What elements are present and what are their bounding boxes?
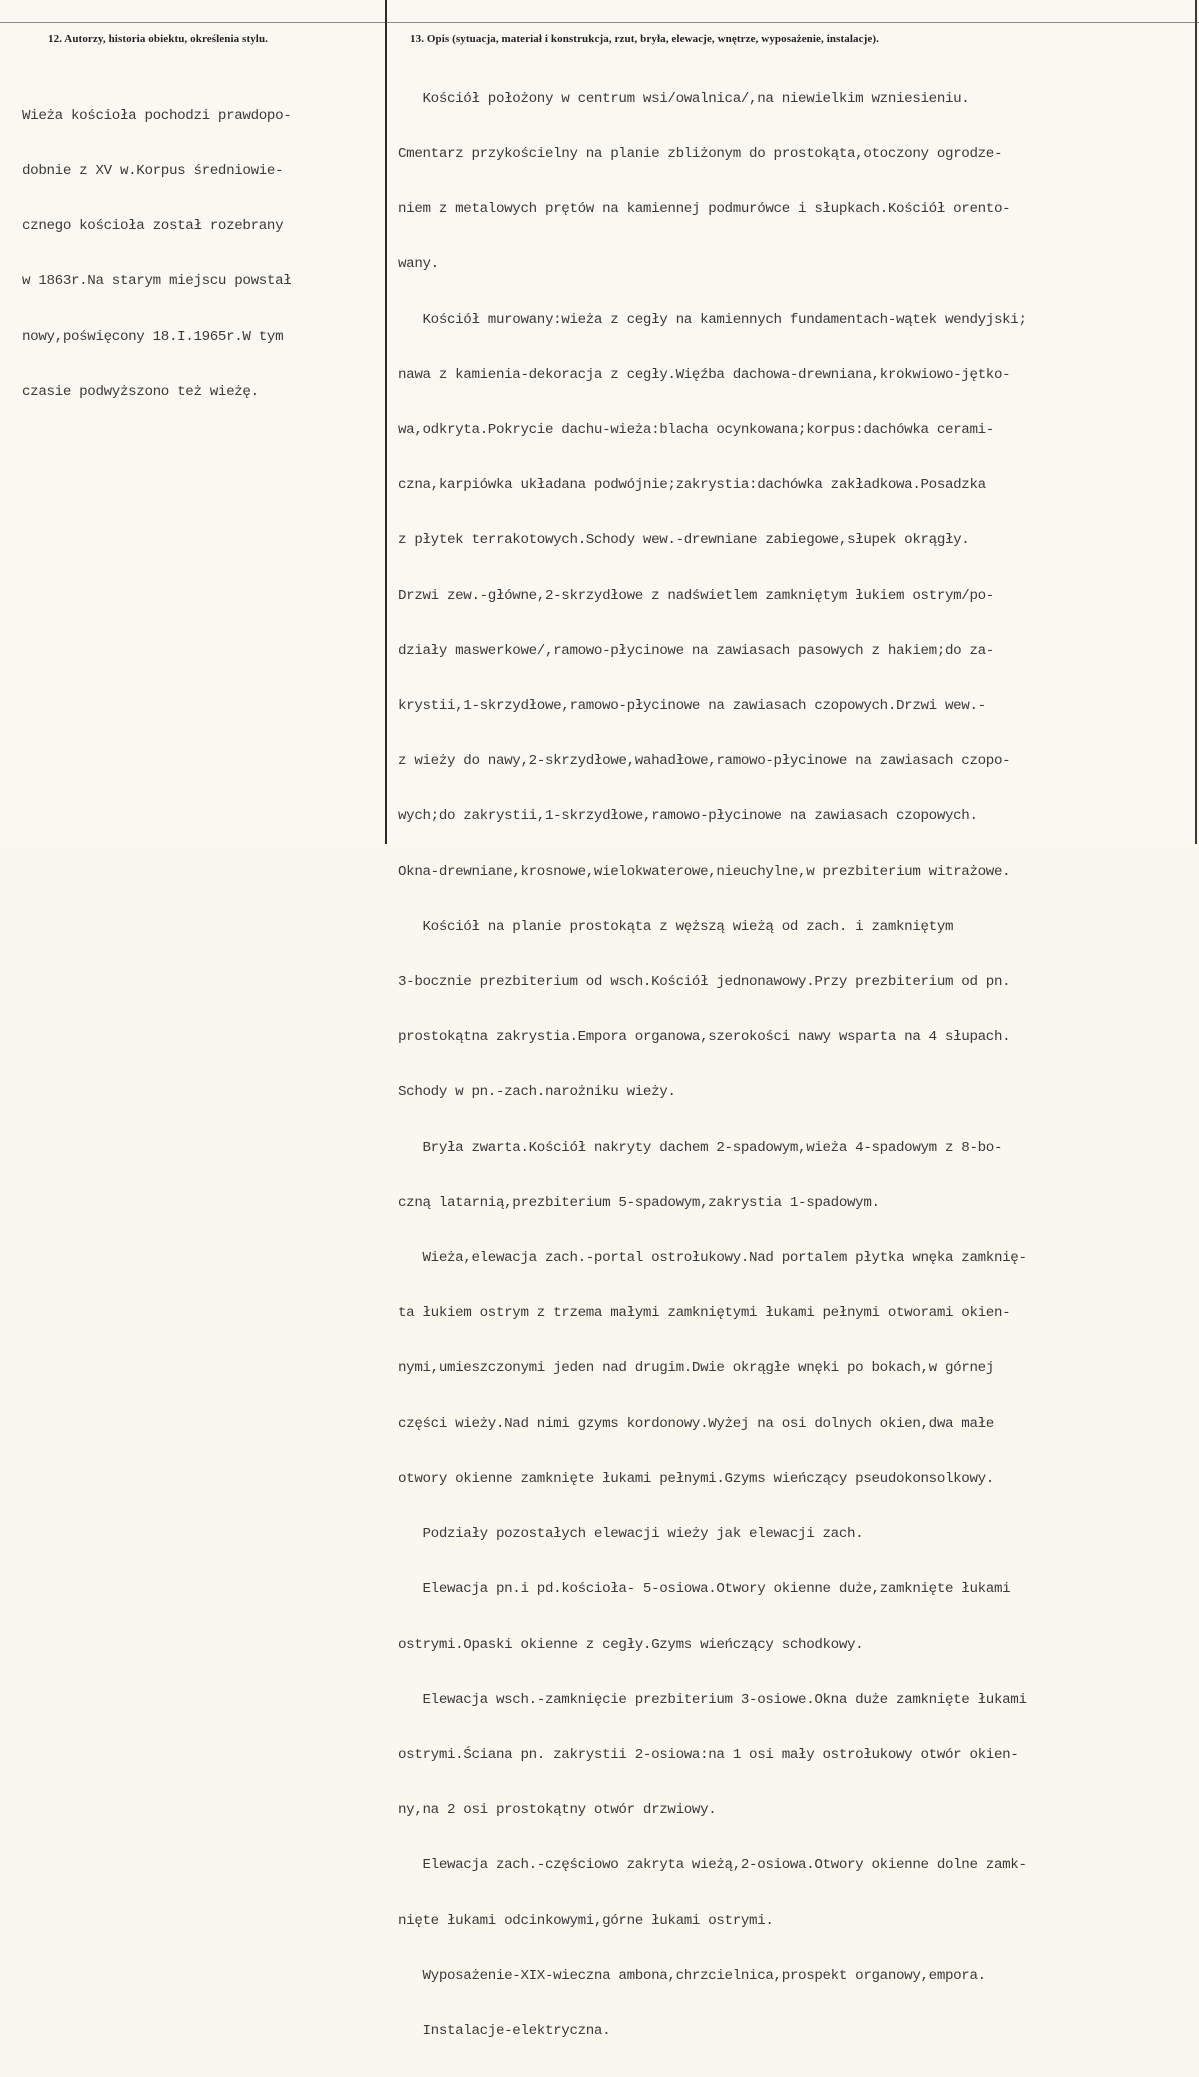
description-line: z płytek terrakotowych.Schody wew.-drewniane zabiegowe,słupek okrągły. xyxy=(398,532,970,549)
history-line: cznego kościoła został rozebrany xyxy=(22,218,284,235)
description-line: Kościół położony w centrum wsi/owalnica/,na niewielkim wzniesieniu. xyxy=(398,90,970,107)
description-line: działy maswerkowe/,ramowo-płycinowe na zawiasach pasowych z hakiem;do za- xyxy=(398,642,994,659)
description-column xyxy=(388,0,1199,2039)
column-divider xyxy=(385,0,387,844)
card-right-edge xyxy=(1195,0,1197,844)
description-line: nawa z kamienia-dekoracja z cegły.Więźba dachowa-drewniana,krokwiowo-jętko- xyxy=(398,366,1011,383)
description-line: Okna-drewniane,krosnowe,wielokwaterowe,nieuchylne,w prezbiterium witrażowe. xyxy=(398,863,1011,880)
description-line: krystii,1-skrzydłowe,ramowo-płycinowe na zawiasach czopowych.Drzwi wew.- xyxy=(398,698,986,715)
description-line: czną latarnią,prezbiterium 5-spadowym,zakrystia 1-spadowym. xyxy=(398,1194,880,1211)
description-line: Elewacja wsch.-zamknięcie prezbiterium 3-osiowe.Okna duże zamknięte łukami xyxy=(398,1691,1027,1708)
description-line: Schody w pn.-zach.narożniku wieży. xyxy=(398,1084,676,1101)
description-line: wych;do zakrystii,1-skrzydłowe,ramowo-płycinowe na zawiasach czopowych. xyxy=(398,808,978,825)
description-line: prostokątna zakrystia.Empora organowa,szerokości nawy wsparta na 4 słupach. xyxy=(398,1029,1011,1046)
description-text xyxy=(398,53,1027,2077)
section-12-heading: 12. Autorzy, historia obiektu, określenia stylu. xyxy=(48,33,269,45)
description-line: Elewacja pn.i pd.kościoła- 5-osiowa.Otwory okienne duże,zamknięte łukami xyxy=(398,1581,1011,1598)
description-line: ta łukiem ostrym z trzema małymi zamkniętymi łukami pełnymi otworami okien- xyxy=(398,1305,1011,1322)
description-line: ostrymi.Ściana pn. zakrystii 2-osiowa:na 1 osi mały ostrołukowy otwór okien- xyxy=(398,1746,1019,1763)
authors-history-column xyxy=(0,0,385,844)
history-line: dobnie z XV w.Korpus średniowie- xyxy=(22,163,284,180)
description-line: otwory okienne zamknięte łukami pełnymi.Gzyms wieńczący pseudokonsolkowy. xyxy=(398,1470,994,1487)
description-line: Cmentarz przykościelny na planie zbliżonym do prostokąta,otoczony ogrodze- xyxy=(398,146,1003,163)
description-line: Drzwi zew.-główne,2-skrzydłowe z nadświetlem zamkniętym łukiem ostrym/po- xyxy=(398,587,994,604)
description-line: czna,karpiówka układana podwójnie;zakrystia:dachówka zakładkowa.Posadzka xyxy=(398,477,986,494)
description-line: ostrymi.Opaski okienne z cegły.Gzyms wieńczący schodkowy. xyxy=(398,1636,864,1653)
history-line: nowy,poświęcony 18.I.1965r.W tym xyxy=(22,328,284,345)
description-line: Kościół na planie prostokąta z węższą wieżą od zach. i zamkniętym xyxy=(398,918,954,935)
description-line: Bryła zwarta.Kościół nakryty dachem 2-spadowym,wieża 4-spadowym z 8-bo- xyxy=(398,1139,1003,1156)
description-line: nymi,umieszczonymi jeden nad drugim.Dwie okrągłe wnęki po bokach,w górnej xyxy=(398,1360,994,1377)
history-text xyxy=(22,70,291,438)
description-line: nięte łukami odcinkowymi,górne łukami ostrymi. xyxy=(398,1912,774,1929)
description-line: Podziały pozostałych elewacji wieży jak elewacji zach. xyxy=(398,1526,864,1543)
description-line: 3-bocznie prezbiterium od wsch.Kościół jednonawowy.Przy prezbiterium od pn. xyxy=(398,974,1011,991)
history-line: Wieża kościoła pochodzi prawdopo- xyxy=(22,107,292,124)
section-13-heading: 13. Opis (sytuacja, materiał i konstrukcja, rzut, bryła, elewacje, wnętrze, wyposażenie, instalacje). xyxy=(410,33,879,45)
description-line: Wyposażenie-XIX-wieczna ambona,chrzcielnica,prospekt organowy,empora. xyxy=(398,1967,986,1984)
description-line: ny,na 2 osi prostokątny otwór drzwiowy. xyxy=(398,1802,717,1819)
description-line: niem z metalowych prętów na kamiennej podmurówce i słupkach.Kościół orento- xyxy=(398,201,1011,218)
description-line: Instalacje-elektryczna. xyxy=(398,2022,611,2039)
history-line: czasie podwyższono też wieżę. xyxy=(22,383,259,400)
description-line: Kościół murowany:wieża z cegły na kamiennych fundamentach-wątek wendyjski; xyxy=(398,311,1027,328)
description-line: z wieży do nawy,2-skrzydłowe,wahadłowe,ramowo-płycinowe na zawiasach czopo- xyxy=(398,753,1011,770)
description-line: wany. xyxy=(398,256,439,273)
description-line: wa,odkryta.Pokrycie dachu-wieża:blacha ocynkowana;korpus:dachówka cerami- xyxy=(398,422,994,439)
history-line: w 1863r.Na starym miejscu powstał xyxy=(22,273,292,290)
description-line: Elewacja zach.-częściowo zakryta wieżą,2-osiowa.Otwory okienne dolne zamk- xyxy=(398,1857,1027,1874)
description-line: części wieży.Nad nimi gzyms kordonowy.Wyżej na osi dolnych okien,dwa małe xyxy=(398,1415,994,1432)
description-line: Wieża,elewacja zach.-portal ostrołukowy.Nad portalem płytka wnęka zamknię- xyxy=(398,1250,1027,1267)
